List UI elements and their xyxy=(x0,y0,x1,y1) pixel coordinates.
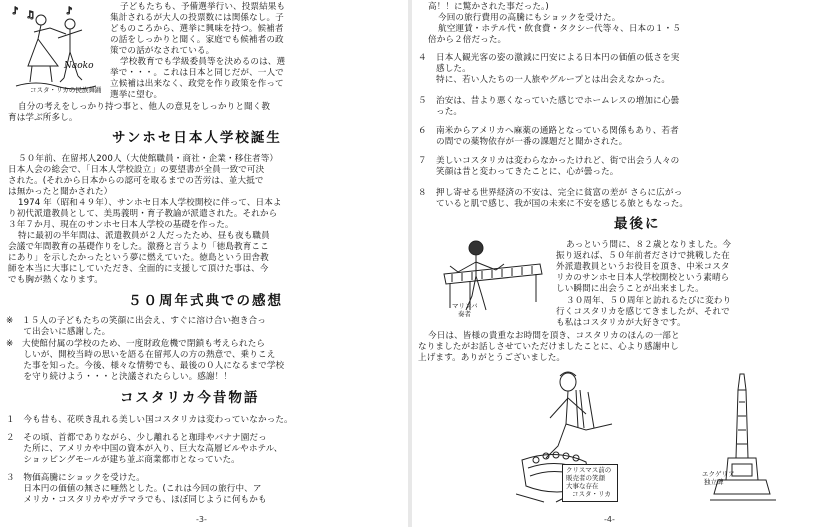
closing-right-line-6: ３０周年、５０周年と訪れるたびに変わり xyxy=(566,296,732,306)
item-5-line-2: った。 xyxy=(436,107,463,117)
intro-line-10: 自分の考えをしっかり持つ事と、他人の意見をしっかりと聞く教 xyxy=(18,102,271,112)
section2-line-4: しいが、開校当時の思いを語る在留邦人の方の熱意で、乗りこえ xyxy=(6,350,276,360)
closing-right-line-3: 外派遣教員というお役目を頂き、中米コスタ xyxy=(556,262,730,272)
item-7-line-1: 美しいコスタリカは変わらなかったけれど、街で出会う人々の xyxy=(436,156,680,166)
monument-caption-1: エクゲリア xyxy=(702,470,735,478)
heading-school-founding: サンホセ日本人学校誕生 xyxy=(112,130,282,146)
closing-right-line-5: しい瞬間に出会うことが出来ました。 xyxy=(556,284,704,294)
item-4-line-1: 日本人観光客の姿の激減に円安による日本円の価値の低さを実 xyxy=(436,53,680,63)
image-caption: コスタ・リカの民族舞踊 xyxy=(30,86,102,94)
section1-line-3: された。(それから日本からの認可を取るまでの苦労は、並大抵で xyxy=(8,176,264,186)
section1-line-11: 師を本当に大事にしていただき、全面的に支援して頂けた事は、今 xyxy=(8,264,269,274)
section1-line-2: 日本人会の総会で、「日本人学校設立」の要望書が全員一致で可決 xyxy=(8,165,265,175)
monument-caption-2: 独立碑 xyxy=(704,478,724,486)
marimba-caption-2: 奏者 xyxy=(458,310,471,318)
intro-line-2: 集計されるが大人の投票数には関係なし。子 xyxy=(110,13,284,23)
intro-line-9: 選挙に望む。 xyxy=(110,90,163,100)
section1-line-4: は無かったと聞かされた） xyxy=(8,187,113,197)
svg-text:♫: ♫ xyxy=(26,10,35,21)
closing-line-3: 上げます。ありがとうございました。 xyxy=(418,353,566,363)
item-5-line-1: 治安は、昔より悪くなっていた感じでホームレスの増加に心曇 xyxy=(436,96,680,106)
heading-past-and-present: コスタリカ今昔物語 xyxy=(120,390,260,406)
page-number-3: -3- xyxy=(196,515,207,524)
top-line-2: 今回の旅行費用の高騰にもショックを受けた。 xyxy=(438,13,621,23)
item-4-line-2: 感した。 xyxy=(436,64,471,74)
item-5-number: ５ xyxy=(418,96,427,106)
item-8-number: ８ xyxy=(418,188,427,198)
intro-line-11: 育は学ぶ所多し。 xyxy=(8,113,78,123)
item-6-line-1: 南米からアメリカへ麻薬の通路となっている関係もあり、若者 xyxy=(436,126,679,136)
item-6-line-2: の間での薬物依存が一番の課題だと聞かされた。 xyxy=(436,137,628,147)
section2-line-6: を守り続けよう・・・と決議されたらしい。感謝！！ xyxy=(6,372,233,382)
section2-line-2: て出会いに感謝した。 xyxy=(6,327,111,337)
sketch-caption-1: クリスマス前の xyxy=(566,466,612,474)
page-3 xyxy=(0,0,408,527)
top-line-4: 倍から２倍だった。 xyxy=(428,35,507,45)
item-7-line-2: 笑顔は昔と変わってきたことに、心が曇った。 xyxy=(436,167,619,177)
intro-line-5: 策での話がなされている。 xyxy=(110,46,215,56)
item-7-number: ７ xyxy=(418,156,427,166)
item-6-number: ６ xyxy=(418,126,427,136)
section1-line-8: 特に最初の半年間は、派遣教員が２人だったため、昼も夜も職員 xyxy=(18,231,270,241)
section3-line-4: ショッピングモールが建ち並ぶ商業都市となっていた。 xyxy=(6,455,240,465)
closing-right-line-7: 行くコスタリカを感じてきましたが、それで xyxy=(556,307,730,317)
intro-line-3: どものころから、選挙に興味を持つ。候補者 xyxy=(110,24,284,34)
sketch-caption-4: コスタ・リカ xyxy=(572,490,611,498)
marimba-caption-1: マリンバ xyxy=(452,302,478,310)
intro-line-1: 子どもたちも、予備選挙行い、投票結果も xyxy=(120,2,286,12)
intro-line-6: 学校教育でも学級委員等を決めるのは、選 xyxy=(120,57,286,67)
item-4-number: ４ xyxy=(418,53,427,63)
closing-line-2: なりましたがお話しさせていただけましたことに、心より感謝申し xyxy=(418,342,679,352)
item-8-line-2: ていると肌で感じ、我が国の未来に不安を感じる旅ともなった。 xyxy=(436,199,689,209)
closing-line-1: 今日は、皆様の貴重なお時間を頂き、コスタリカのほんの一部と xyxy=(428,331,680,341)
section3-line-6: 日本円の価値の無さに唖然とした。(これは今回の旅行中、ア xyxy=(6,484,262,494)
svg-text:♪: ♪ xyxy=(12,6,19,17)
intro-line-4: の話をしっかりと聞く。家庭でも候補者の政 xyxy=(110,35,284,45)
top-line-1: 高！！に驚かされた事だった。) xyxy=(428,2,549,12)
section1-line-6: り初代派遣教員として、美馬義明・育子教諭が派遣された。それから xyxy=(8,209,278,219)
section1-line-12: でも胸が熱くなります。 xyxy=(8,275,103,285)
intro-line-8: 立候補は出来なく、政党を作り政策を作って xyxy=(110,79,284,89)
sketch-caption-3: 大事な存在 xyxy=(566,482,599,490)
heading-anniversary: ５０周年式典での感想 xyxy=(128,293,283,309)
section2-line-3: ※ 大使館付属の学校のため、一度財政危機で閉鎖も考えられたら xyxy=(6,339,266,349)
section2-line-1: ※ １５人の子どもたちの笑顔に出会え、すぐに溶け合い抱き合っ xyxy=(6,316,266,326)
heading-closing: 最後に xyxy=(614,216,661,232)
item-4-line-3: 特に、若い人たちの一人旅やグループとは出会えなかった。 xyxy=(436,75,671,85)
section3-line-7: メリカ・コスタリカやガテマラでも、ほぼ同じように何もかも xyxy=(6,495,267,505)
section3-line-1: １ 今も昔も、花咲き乱れる美しい国コスタリカは変わっていなかった。 xyxy=(6,415,293,425)
page-number-4: -4- xyxy=(604,515,615,524)
section3-line-2: ２ その頃、首都でありながら、少し離れると珈琲やバナナ園だっ xyxy=(6,433,267,443)
section2-line-5: た事を知った。今後、様々な情勢でも、最後の０人になるまで学校 xyxy=(6,361,285,371)
closing-right-line-8: も私はコスタリカが大好きです。 xyxy=(556,318,686,328)
closing-right-line-4: リカのサンホセ日本人学校開校という素晴ら xyxy=(556,273,730,283)
closing-right-line-2: 振り返れば、５０年前者ださけで挑戦した在 xyxy=(556,251,730,261)
top-line-3: 航空運賃・ホテル代・飲食費・タクシー代等々、日本の１・５ xyxy=(438,24,681,34)
intro-line-7: 挙で・・・。これは日本と同じだが、一人で xyxy=(110,68,284,78)
page-4 xyxy=(412,0,820,527)
sketch-caption-2: 販売者の笑顔 xyxy=(566,474,605,482)
folk-dance-illustration xyxy=(6,4,104,96)
section1-line-1: ５０年前、在留邦人200人（大使館職員・商社・企業・移住者等） xyxy=(18,154,279,164)
section1-line-7: ３年７か月、現在のサンホセ日本人学校の基礎を作った。 xyxy=(8,220,234,230)
signature: Naoko xyxy=(64,61,94,71)
item-8-line-1: 押し寄せる世界経済の不安は、完全に貧富の差が さらに広がっ xyxy=(436,188,683,198)
section1-line-9: 会議で年間教育の基礎作りをした。激務と言うより「徳島教育ここ xyxy=(8,242,269,252)
svg-text:♪: ♪ xyxy=(66,6,73,17)
section1-line-5: 1974 年（昭和４９年）、サンホセ日本人学校開校に伴って、日本よ xyxy=(18,198,282,208)
section1-line-10: にあり」を示したかったという夢に燃えていた。徳島という田舎教 xyxy=(8,253,269,263)
closing-right-line-1: あっという間に、８２歳となりました。今 xyxy=(566,240,732,250)
section3-line-3: た所に、アメリカや中国の資本が入り、巨大な高層ビルやホテル、 xyxy=(6,444,283,454)
section3-line-5: ３ 物価高騰にショックを受けた。 xyxy=(6,473,145,483)
